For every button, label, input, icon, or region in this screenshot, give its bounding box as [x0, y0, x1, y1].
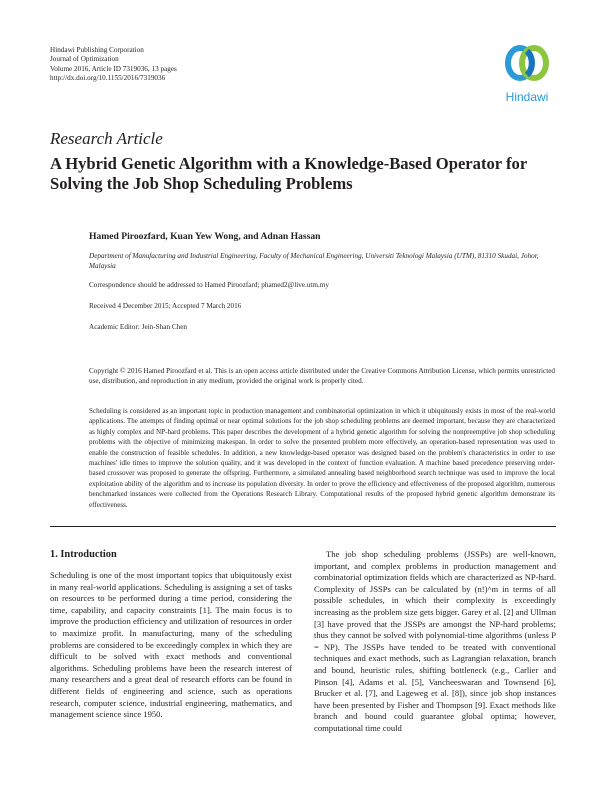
copyright-notice: Copyright © 2016 Hamed Piroozfard et al. This is an open access article distributed under the Creative Commons Attribution License, which permits unrestricted use, distribution, and reproduction in any medium, provided the original work is properly cited.	[89, 367, 555, 385]
section-divider	[50, 526, 556, 527]
intro-column-left	[50, 570, 292, 721]
section-heading: 1. Introduction	[50, 549, 117, 560]
volume-info: Volume 2016, Article ID 7319036, 13 pages	[50, 64, 177, 73]
intro-paragraph-2: The job shop scheduling problems (JSSPs) are well-known, important, and complex problems in production management and combinatorial optimization fields which are characterized as NP-hard. Complexity of JSSPs can be calculated by (n!)^m in terms of all possible schedules, in which their complexity is exceedingly increasing as the problem size gets bigger. Garey et al. [2] and Ullman [3] have proved that the JSSPs are amongst the NP-hard problems; thus they cannot be solved with polynomial-time algorithms (unless P = NP). The JSSPs have tended to be treated with conventional techniques and exact methods, such as Lagrangian relaxation, branch and bound, heuristic rules, shifting bottleneck (e.g., Carlier and Pinson [4], Adams et al. [5], Vancheeswaran and Townsend [6], Brucker et al. [7], and Lageweg et al. [8]), since job shop instances have been presented by Fisher and Thompson [9]. Exact methods like branch and bound could guarantee global optima; however, computational time could	[314, 549, 556, 733]
affiliation: Department of Manufacturing and Industrial Engineering, Faculty of Mechanical Engineering, Universiti Teknologi Malaysia (UTM), 81310 Skudai, Johor, Malaysia	[89, 252, 539, 270]
correspondence: Correspondence should be addressed to Hamed Piroozfard; phamed2@live.utm.my	[89, 281, 329, 289]
journal-name: Journal of Optimization	[50, 55, 119, 64]
academic-editor: Academic Editor: Jein-Shan Chen	[89, 323, 188, 331]
hindawi-logo-icon	[498, 36, 556, 90]
paper-title: A Hybrid Genetic Algorithm with a Knowledge-Based Operator for Solving the Job Shop Scheduling Problems	[50, 154, 527, 193]
logo-wordmark: Hindawi	[505, 90, 549, 104]
abstract: Scheduling is considered as an important topic in production management and combinatorial optimization in which it ubiquitously exists in most of the real-world applications. The attempts of finding optimal or near optimal solutions for the job shop scheduling problems are deemed important, because they are characterized as highly complex and NP-hard problems. This paper describes the development of a hybrid genetic algorithm for solving the nonpreemptive job shop scheduling problems with the objective of minimizing makespan. In order to solve the presented problem more effectively, an operation-based representation was used to enable the construction of feasible schedules. In addition, a new knowledge-based operator was designed based on the problem's characteristics in order to use machines' idle times to improve the solution quality, and it was developed in the context of function evaluation. A machine based precedence preserving order-based crossover was proposed to generate the offspring. Furthermore, a simulated annealing based neighborhood search technique was used to improve the local exploitation ability of the algorithm and to increase its population diversity. In order to prove the efficiency and effectiveness of the proposed algorithm, numerous benchmarked instances were collected from the Operations Research Library. Computational results of the proposed hybrid genetic algorithm demonstrate its effectiveness.	[89, 407, 555, 509]
journal-header	[50, 46, 177, 84]
intro-paragraph-1: Scheduling is one of the most important topics that ubiquitously exist in many real-world applications. Scheduling is assigning a set of tasks on resources to be performed during a time period, considering the time, capability, and capacity constraints [1]. The main focus is to improve the production efficiency and utilization of resources in order to maximize profit. In manufacturing, many of the scheduling problems are considered to be exceedingly complex in which they are difficult to be solved with exact methods and conventional algorithms. Scheduling problems have been the research interest of many researchers and a great deal of research efforts can be found in different fields of engineering and science, such as operations research, computer science, industrial engineering, mathematics, and management science since 1950.	[50, 570, 292, 720]
authors: Hamed Piroozfard, Kuan Yew Wong, and Adnan Hassan	[89, 231, 321, 242]
intro-column-right	[314, 549, 556, 735]
article-type: Research Article	[50, 129, 163, 148]
doi-link[interactable]: http://dx.doi.org/10.1155/2016/7319036	[50, 74, 166, 83]
publisher-name: Hindawi Publishing Corporation	[50, 46, 144, 54]
received-dates: Received 4 December 2015; Accepted 7 March 2016	[89, 302, 242, 310]
hindawi-logo	[498, 36, 556, 106]
